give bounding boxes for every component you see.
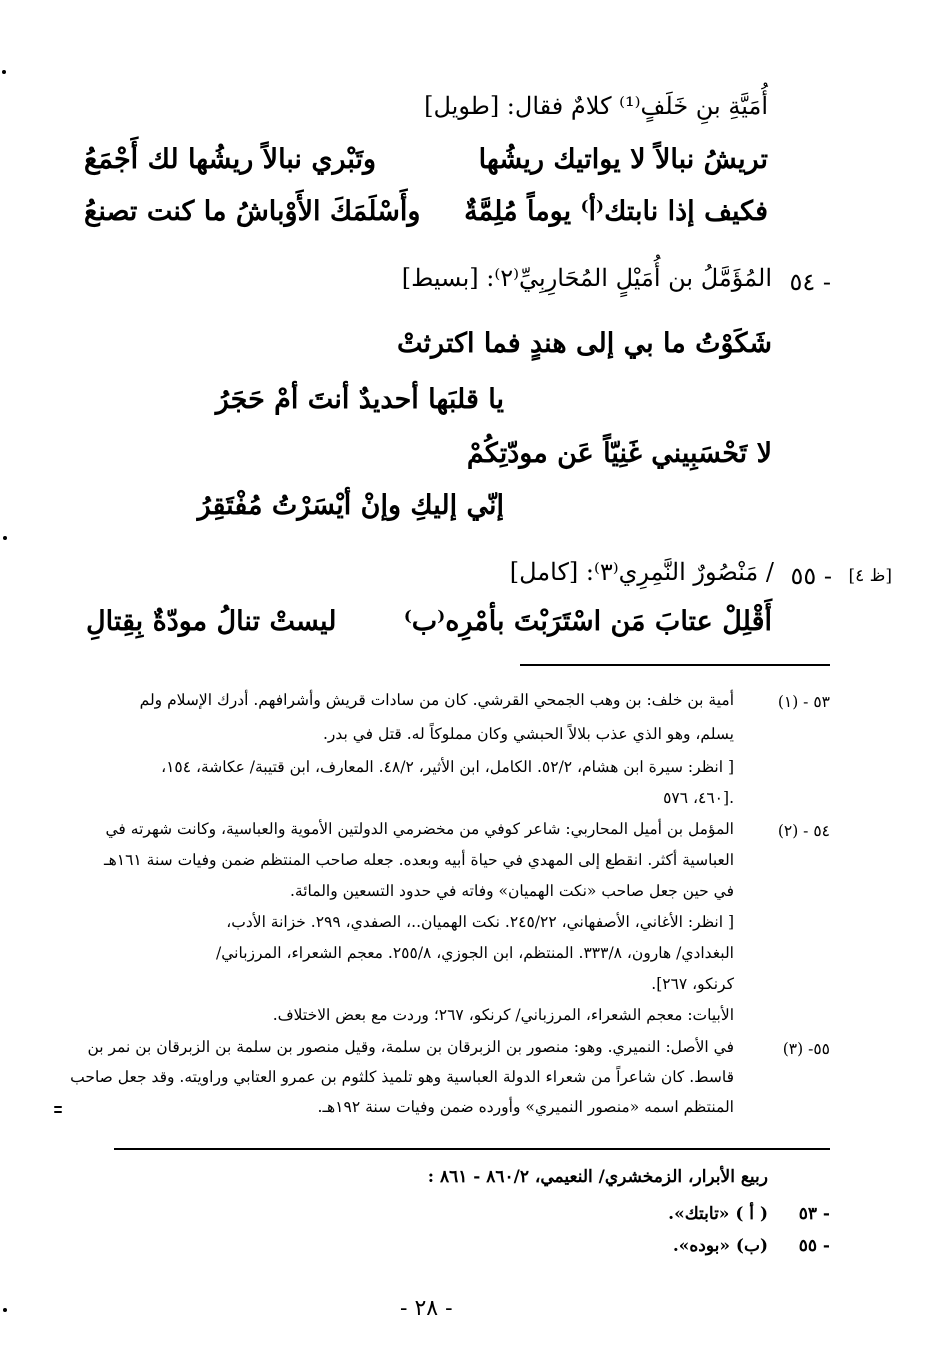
footnote-1-line-4: ٤٦٠، ٥٧٦]. (663, 789, 734, 807)
verse-2-first-hemistich: فكيف إذا نابتك⁽أ⁾ يوماً مُلِمَّةٌ (464, 196, 768, 227)
footnote-2-number: ٥٤ - (٢) (777, 822, 830, 840)
verse-1-first-hemistich: تريشُ نبالاً لا يواتيك ريشُها (478, 144, 768, 175)
footnote-3-line-2: قاسط. كان شاعراً من شعراء الدولة العباسية وهو تلميذ كلثوم بن عمرو العتابي وراويته. وقد جعل صاحب (70, 1068, 734, 1086)
entry-number-54: ٥٤ - (789, 268, 831, 296)
footnote-2-line-1: المؤمل بن أميل المحاربي: شاعر كوفي من مخضرمي الدولتين الأموية والعباسية، وكانت شهرته في (105, 820, 734, 838)
variants-separator (114, 1148, 830, 1150)
scan-mark-mid-left (3, 536, 7, 540)
scan-mark-bottom-left (3, 1308, 7, 1312)
footnote-2-line-4: [ انظر: الأغاني، الأصفهاني، ٢٤٥/٢٢. نكت الهميان..، الصفدي، ٢٩٩. خزانة الأدب، (226, 913, 734, 931)
verse-4: يا قلبَها أحديدٌ أنتَ أمْ حَجَرُ (215, 384, 504, 415)
margin-folio-marker: [ظ ٤] (848, 566, 892, 586)
footnote-3-number: ٥٥- (٣) (782, 1040, 830, 1058)
footnote-2-line-5: البغدادي/ هارون، ٣٣٣/٨. المنتظم، ابن الجوزي، ٢٥٥/٨. معجم الشعراء، المرزباني/ (216, 944, 734, 962)
scan-mark-right-1 (54, 1106, 62, 1108)
verse-6: إنّي إليكِ وإنْ أيْسَرْتُ مُفْتَقِرُ (197, 490, 504, 521)
verse-2-second-hemistich: وأَسْلَمَكَ الأَوْباشُ ما كنت تصنعُ (84, 196, 421, 227)
footnote-3-line-1: في الأصل: النميري. وهو: منصور بن الزبرقان بن سلمة، وقيل منصور بن سلمة بن الزبرقان بن نمر بن (87, 1038, 734, 1056)
variant-1: ( أ ) «تابتك». (668, 1204, 768, 1224)
scan-mark-right-2 (54, 1111, 62, 1113)
verse-7-first-hemistich: أَقْلِلْ عتابَ مَن اسْتَرَبْتَ بأمْرِه⁽ب⁾ (403, 606, 772, 637)
scan-mark-top-left (2, 70, 6, 74)
variant-1-number: ٥٣ - (798, 1204, 830, 1224)
variant-2: (ب) «بوده». (672, 1236, 768, 1256)
poet-heading-54: المُؤَمَّلُ بن أُمَيْلٍ المُحَارِبِيِّ⁽٢⁾: [بسيط] (401, 264, 772, 292)
footnote-1-number: ٥٣ - (١) (777, 693, 830, 711)
footnote-2-line-7: الأبيات: معجم الشعراء، المرزباني/ كرنكو، ٢٦٧؛ وردت مع بعض الاختلاف. (272, 1006, 734, 1024)
verse-1-second-hemistich: وتَبْري نبالاً ريشُها لك أَجْمَعُ (84, 144, 377, 175)
poet-heading-55: / مَنْصُورٌ النَّمِرِي⁽٣⁾: [كامل] (509, 558, 774, 586)
variant-2-number: ٥٥ - (798, 1236, 830, 1256)
footnote-2-line-2: العباسية أكثر. انقطع إلى المهدي في حياة أبيه وبعده. جعله صاحب المنتظم ضمن وفيات سنة ١٦١هـ (104, 851, 734, 869)
verse-5: لا تَحْسَبِيني غَنِيّاً عَن مودّتِكُمْ (466, 438, 772, 469)
footnote-1-line-1: أمية بن خلف: بن وهب الجمحي القرشي. كان من سادات قريش وأشرافهم. أدرك الإسلام ولم (139, 691, 734, 709)
footnote-1-line-2: يسلم، وهو الذي عذب بلالاً الحبشي وكان مملوكاً له. قتل في بدر. (322, 725, 734, 743)
variants-source: ربيع الأبرار، الزمخشري/ النعيمي، ٨٦٠/٢ - ٨٦١ : (427, 1167, 768, 1187)
entry-number-55: ٥٥ - (790, 562, 832, 590)
verse-7-second-hemistich: ليستْ تنالُ مودّةٌ بِقِتالِ (86, 606, 337, 637)
footnote-1-line-3: [ انظر: سيرة ابن هشام، ٥٢/٢. الكامل، ابن الأثير، ٤٨/٢. المعارف، ابن قتيبة/ عكاشة، ١٥٤، (161, 758, 734, 776)
poet-heading-53: أُمَيَّةِ بنِ خَلَفٍ⁽¹⁾ كلامٌ فقال: [طويل] (424, 92, 768, 120)
footnote-3-line-3: المنتظم اسمه «منصور النميري» وأورده ضمن وفيات سنة ١٩٢هـ. (317, 1098, 734, 1116)
footnote-separator (520, 664, 830, 666)
footnote-2-line-3: في حين جعل صاحب «نكت الهميان» وفاته في حدود التسعين والمائة. (289, 882, 734, 900)
page-number: - ٢٨ - (400, 1296, 453, 1321)
verse-3: شَكَوْتُ ما بي إلى هندٍ فما اكترثتْ (397, 328, 772, 359)
footnote-2-line-6: كرنكو، ٢٦٧]. (651, 975, 734, 993)
